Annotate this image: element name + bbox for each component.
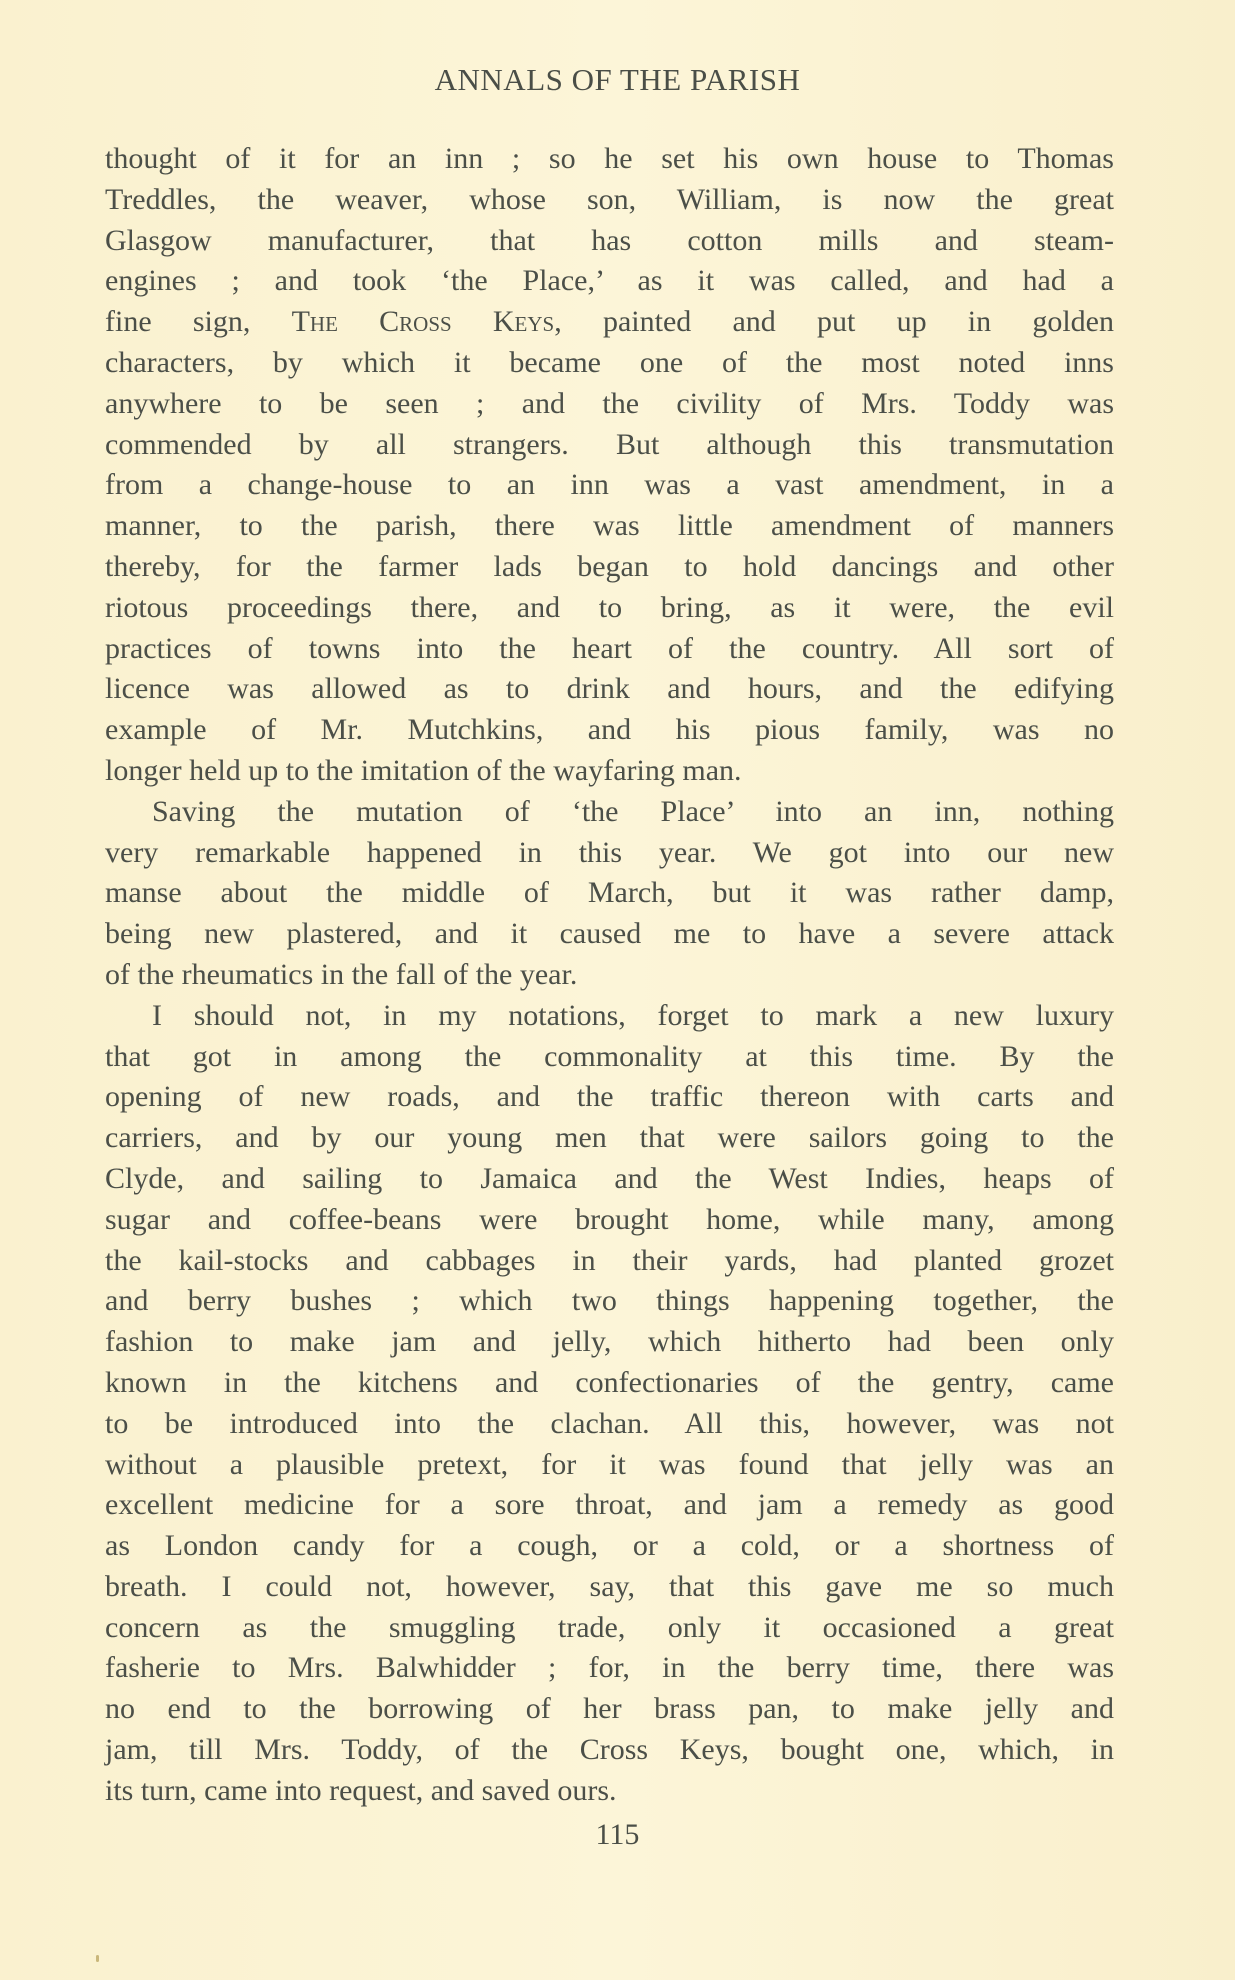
text-line: breath. I could not, however, say, that this gave me so much: [105, 1569, 1114, 1603]
text-line: known in the kitchens and confectionaries of the gentry, came: [105, 1365, 1114, 1399]
text-line: sugar and coffee-beans were brought home, while many, among: [105, 1202, 1114, 1236]
text-line: jam, till Mrs. Toddy, of the Cross Keys, bought one, which, in: [105, 1733, 1114, 1767]
text-line: of the rheumatics in the fall of the year.: [105, 957, 578, 991]
text-line: manse about the middle of March, but it was rather damp,: [105, 876, 1114, 910]
text-line: example of Mr. Mutchkins, and his pious family, was no: [105, 713, 1114, 747]
text-segment: fine sign,: [105, 305, 292, 339]
page-number: 115: [595, 1818, 640, 1851]
text-line: very remarkable happened in this year. We got into our new: [105, 835, 1114, 869]
body-text: [105, 139, 1114, 1812]
text-line: from a change-house to an inn was a vast amendment, in a: [105, 468, 1114, 502]
text-line: anywhere to be seen ; and the civility of Mrs. Toddy was: [105, 386, 1114, 420]
paragraph-start-line: I should not, in my notations, forget to mark a new luxury: [152, 998, 1114, 1032]
paper-speck: [96, 1955, 99, 1962]
text-line: thought of it for an inn ; so he set his own house to Thomas: [105, 142, 1114, 175]
text-line: practices of towns into the heart of the country. All sort of: [105, 631, 1114, 665]
text-line: commended by all strangers. But although this transmutation: [105, 427, 1114, 461]
text-line: fasherie to Mrs. Balwhidder ; for, in the berry time, there was: [105, 1651, 1114, 1685]
text-line: no end to the borrowing of her brass pan, to make jelly and: [105, 1692, 1114, 1726]
text-line: excellent medicine for a sore throat, and jam a remedy as good: [105, 1488, 1114, 1522]
text-line: licence was allowed as to drink and hours, and the edifying: [105, 672, 1114, 706]
text-line: longer held up to the imitation of the wayfaring man.: [105, 753, 742, 787]
text-line: thereby, for the farmer lads began to hold dancings and other: [105, 549, 1114, 583]
text-segment: , painted and put up in golden: [554, 305, 1114, 339]
text-line: being new plastered, and it caused me to have a severe attack: [105, 917, 1114, 951]
text-line: Treddles, the weaver, whose son, William, is now the great: [105, 182, 1114, 216]
text-line: as London candy for a cough, or a cold, or a shortness of: [105, 1529, 1114, 1563]
text-line: Clyde, and sailing to Jamaica and the West Indies, heaps of: [105, 1161, 1114, 1195]
running-head: ANNALS OF THE PARISH: [434, 62, 801, 97]
text-line: fashion to make jam and jelly, which hitherto had been only: [105, 1325, 1114, 1359]
text-line: characters, by which it became one of the most noted inns: [105, 345, 1114, 379]
text-line: riotous proceedings there, and to bring, as it were, the evil: [105, 590, 1114, 624]
text-line: without a plausible pretext, for it was found that jelly was an: [105, 1447, 1114, 1481]
text-line: engines ; and took ‘the Place,’ as it was called, and had a: [105, 264, 1114, 298]
text-line: concern as the smuggling trade, only it occasioned a great: [105, 1610, 1114, 1644]
text-line: and berry bushes ; which two things happening together, the: [105, 1284, 1114, 1318]
text-line: that got in among the commonality at this time. By the: [105, 1039, 1114, 1073]
text-line: manner, to the parish, there was little amendment of manners: [105, 509, 1114, 543]
text-line: to be introduced into the clachan. All this, however, was not: [105, 1406, 1114, 1440]
text-line: carriers, and by our young men that were sailors going to the: [105, 1121, 1114, 1155]
paragraph-start-line: Saving the mutation of ‘the Place’ into an inn, nothing: [152, 794, 1114, 828]
inn-sign-name: The Cross Keys: [291, 305, 555, 339]
text-line: Glasgow manufacturer, that has cotton mills and steam-: [105, 223, 1114, 257]
text-line: the kail-stocks and cabbages in their yards, had planted grozet: [105, 1243, 1114, 1277]
text-line: [105, 302, 1114, 343]
text-line: its turn, came into request, and saved ours.: [105, 1773, 617, 1807]
text-line: opening of new roads, and the traffic thereon with carts and: [105, 1080, 1114, 1114]
